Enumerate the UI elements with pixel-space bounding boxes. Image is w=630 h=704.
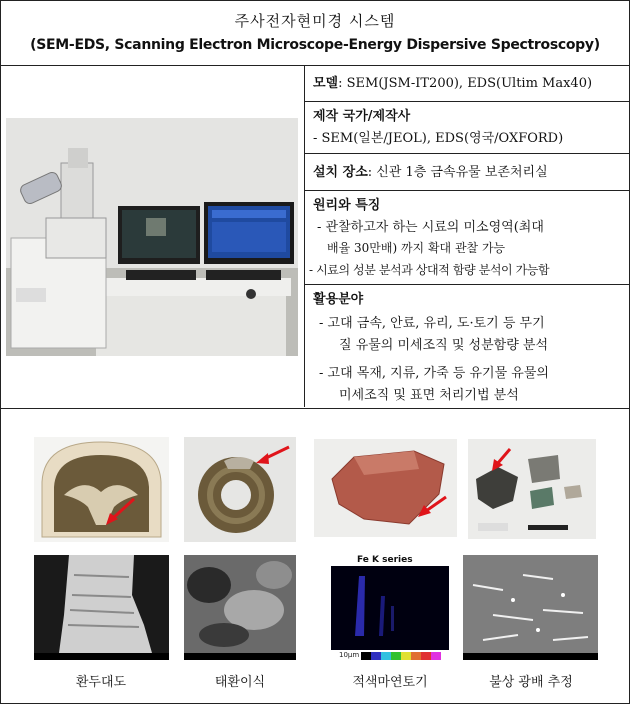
sem-image-earring [184,555,296,660]
principle-item1-line1: - 관찰하고자 하는 시료의 미소영역(최대 [317,220,544,235]
location-label: 설치 장소 [313,165,368,180]
usage-item1-line1: - 고대 금속, 안료, 유리, 도·토기 등 무기 [319,316,545,331]
eds-map-title: Fe K series [357,555,413,565]
info-panel [305,66,629,407]
artifact-photo-halo-fragments [468,439,596,539]
title-english: (SEM-EDS, Scanning Electron Microscope-Energy Dispersive Spectroscopy) [30,37,600,53]
model-value: : SEM(JSM-IT200), EDS(Ultim Max40) [338,76,593,91]
model-row [305,66,629,102]
location-row [305,154,629,191]
principle-item1-line2: 배율 30만배) 까지 확대 관찰 가능 [327,241,506,255]
usage-item1-line2: 질 유물의 미세조직 및 성분함량 분석 [339,338,549,353]
caption-earring: 태환이식 [214,675,266,690]
eds-map-image [331,566,449,650]
eds-map-panel [331,555,449,665]
usage-label: 활용분야 [313,292,364,307]
country-label: 제작 국가/제작사 [313,109,411,124]
caption-pottery: 적색마연토기 [352,675,428,690]
artifact-photo-pottery [314,439,457,537]
eds-scale-label: 10μm [339,651,360,659]
equipment-photo-cell [1,66,305,407]
title-korean: 주사전자현미경 시스템 [234,12,396,30]
principle-label: 원리와 특징 [313,198,381,213]
usage-item2-line2: 미세조직 및 표면 처리기법 분석 [339,388,519,403]
artifact-photo-earring [184,437,296,542]
sem-equipment-photo [6,118,298,356]
caption-sword: 환두대도 [75,675,127,690]
caption-halo: 불상 광배 추정 [489,675,573,690]
artifact-photo-sword [34,437,169,542]
principle-item2: - 시료의 성분 분석과 상대적 함량 분석이 가능함 [309,263,550,277]
principle-row [305,191,629,285]
usage-row [305,285,629,407]
eds-colorbar [361,652,441,660]
title-block [1,1,629,66]
sem-image-sword [34,555,169,660]
country-row [305,102,629,154]
examples-panel [1,408,629,704]
sem-image-halo [463,555,598,660]
country-value: - SEM(일본/JEOL), EDS(영국/OXFORD) [313,131,564,146]
model-label: 모델 [313,76,339,91]
usage-item2-line1: - 고대 목재, 지류, 가죽 등 유기물 유물의 [319,366,549,381]
location-value: : 신관 1층 금속유물 보존처리실 [367,165,548,180]
